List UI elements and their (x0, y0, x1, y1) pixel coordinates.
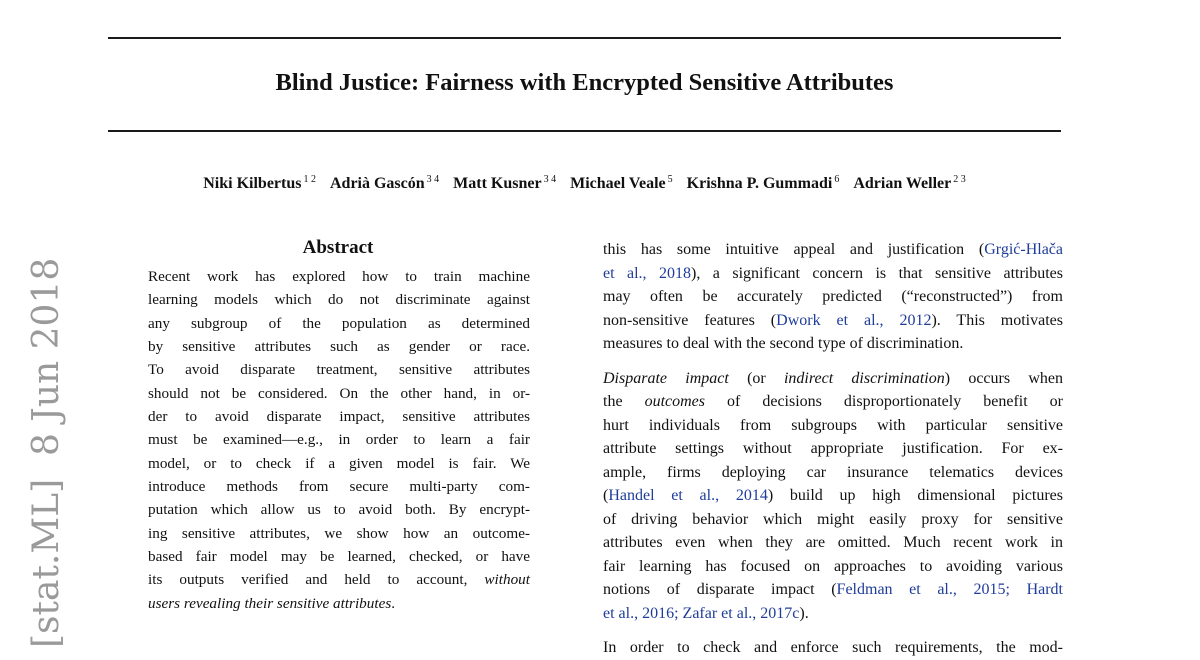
body-line: may often be accurately predicted (“reconstructed”) from (603, 288, 1063, 305)
author-affiliation: 3 4 (426, 174, 440, 185)
abstract-emphasis: users revealing their sensitive attributes (148, 594, 392, 612)
body-line: of driving behavior which might easily proxy for sensitive (603, 510, 1063, 528)
body-line: hurt individuals from subgroups with particular sensitive (603, 416, 1063, 434)
citation-link[interactable]: Dwork et al., 2012 (776, 311, 932, 329)
author: Michael Veale $^5$ (570, 174, 673, 192)
body-line: the outcomes of decisions disproportionately benefit or (603, 393, 1064, 410)
body-line: this has some intuitive appeal and justification (Grgić-Hlača (603, 241, 1063, 258)
abstract-line: based fair model may be learned, checked, or have (148, 548, 530, 566)
abstract-line: learning models which do not discriminate against (148, 291, 530, 309)
body-line: fair learning has focused on approaches to avoiding various (603, 557, 1063, 575)
paragraph-gap (603, 356, 1063, 367)
abstract-line: der to avoid disparate impact, sensitive attributes (148, 408, 530, 426)
citation-link[interactable]: et al., 2018 (603, 264, 692, 282)
body-line: measures to deal with the second type of discrimination. (603, 335, 964, 352)
body-line: et al., 2016; Zafar et al., 2017c). (603, 604, 809, 622)
title-rule-top (108, 37, 1061, 39)
author: Adrian Weller $^{2 3}$ (853, 174, 966, 192)
author-affiliation: 5 (667, 174, 673, 185)
body-text-column (603, 238, 1063, 660)
abstract-line: Recent work has explored how to train machine (148, 268, 530, 285)
abstract-line: introduce methods from secure multi-party com- (148, 478, 530, 496)
abstract-line: To avoid disparate treatment, sensitive attributes (148, 361, 530, 379)
body-line: non-sensitive features (Dwork et al., 2012). This motivates (603, 311, 1064, 329)
citation-link[interactable]: et al., 2016; Zafar et al., 2017c (603, 604, 800, 622)
abstract-text (148, 265, 530, 615)
abstract-line: must be examined—e.g., in order to learn a fair (148, 431, 530, 449)
abstract-line: ing sensitive attributes, we show how an outcome- (148, 524, 530, 542)
author-affiliation: 1 2 (303, 174, 316, 185)
abstract-emphasis: without (484, 571, 530, 589)
citation-link[interactable]: Grgić-Hlača (984, 241, 1063, 258)
body-line: (Handel et al., 2014) build up high dimensional pictures (603, 487, 1064, 504)
title-rule-bottom (108, 130, 1061, 132)
abstract-line: any subgroup of the population as determined (148, 314, 530, 332)
citation-link[interactable]: Handel et al., 2014 (608, 487, 768, 504)
author-affiliation: 2 3 (953, 174, 966, 185)
body-line: attribute settings without appropriate justification. For ex- (603, 440, 1063, 457)
abstract-line: should not be considered. On the other hand, in or- (148, 384, 530, 402)
author: Niki Kilbertus $^{1 2}$ (203, 174, 316, 192)
citation-link[interactable]: Feldman et al., 2015; Hardt (836, 581, 1063, 598)
paper-title: Blind Justice: Fairness with Encrypted Sensitive Attributes (275, 69, 894, 96)
abstract-line: by sensitive attributes such as gender or race. (148, 338, 530, 356)
arxiv-stamp: [stat.ML] 8 Jun 2018 (26, 257, 67, 648)
abstract-line: its outputs verified and held to account, without (148, 571, 530, 589)
body-line: attributes even when they are omitted. Much recent work in (603, 534, 1063, 551)
abstract-line: users revealing their sensitive attributes. (148, 594, 396, 612)
abstract-line: putation which allow us to avoid both. By encrypt- (148, 501, 530, 519)
author-affiliation: 6 (834, 174, 840, 185)
author: Matt Kusner $^{3 4}$ (453, 174, 557, 192)
author: Adrià Gascón $^{3 4}$ (329, 174, 440, 192)
body-line: In order to check and enforce such requirements, the mod- (603, 639, 1063, 656)
body-line: ample, firms deploying car insurance telematics devices (603, 463, 1063, 481)
author-affiliation: 3 4 (543, 174, 557, 185)
body-line: et al., 2018), a significant concern is that sensitive attributes (603, 264, 1064, 282)
paragraph-gap (603, 625, 1063, 636)
body-line: Disparate impact (or indirect discrimination) occurs when (603, 369, 1064, 387)
abstract-heading: Abstract (302, 237, 374, 258)
author-list (108, 173, 1061, 195)
body-line: notions of disparate impact (Feldman et al., 2015; Hardt (603, 581, 1063, 598)
abstract-line: model, or to check if a given model is fair. We (148, 454, 530, 472)
author: Krishna P. Gummadi $^6$ (686, 174, 840, 192)
